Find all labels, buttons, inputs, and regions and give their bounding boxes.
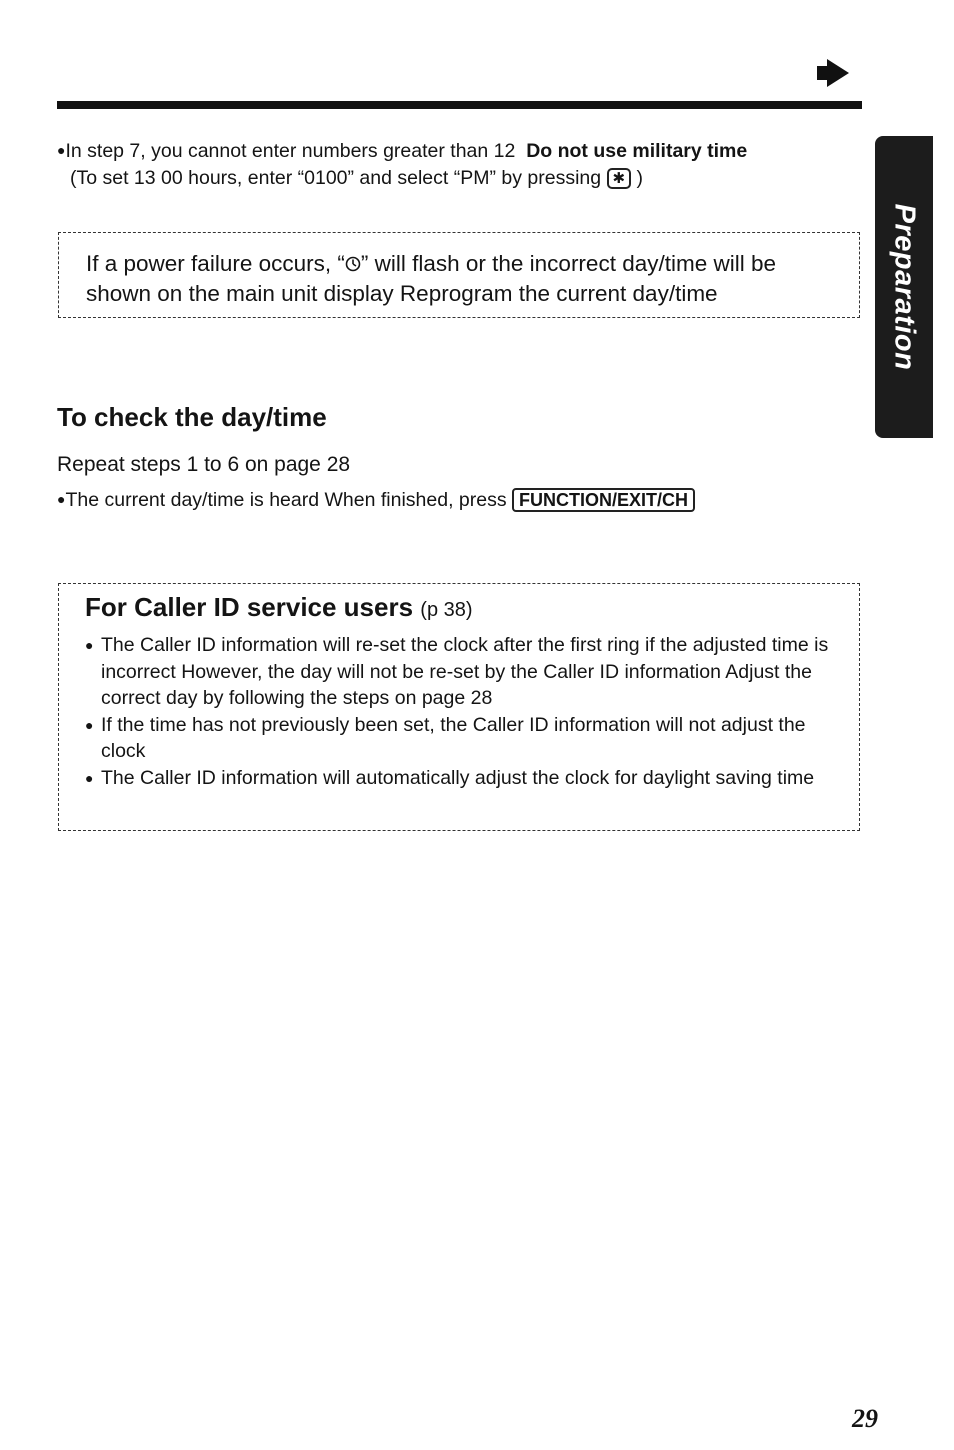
step7-note-line1 [57, 137, 857, 165]
clock-icon [345, 256, 361, 272]
bullet-icon: ● [57, 491, 66, 507]
bullet-icon: ● [85, 716, 94, 733]
step7-note-example: (To set 13 00 hours, enter “0100” and select “PM” by pressing [70, 167, 602, 189]
bullet-icon: ● [57, 142, 66, 158]
caller-id-heading-text: For Caller ID service users [85, 592, 414, 622]
top-divider-rule [57, 101, 862, 109]
check-daytime-steps: Repeat steps 1 to 6 on page 28 [57, 453, 351, 476]
list-item [85, 765, 845, 792]
check-daytime-note [57, 488, 695, 512]
section-tab [875, 136, 933, 438]
check-daytime-heading: To check the day/time [57, 402, 327, 432]
power-failure-text-end: ” will flash or the incorrect day/time will be shown on the main unit display Reprogram the current day/time [86, 251, 776, 306]
list-item [85, 712, 845, 765]
function-exit-ch-key: FUNCTION/EXIT/CH [512, 488, 695, 512]
military-time-warning: Do not use military time [526, 140, 748, 162]
caller-id-notice [58, 583, 860, 831]
power-failure-notice [58, 232, 860, 318]
list-item-text: The Caller ID information will re-set the clock after the first ring if the adjusted time is incorrect However, the day will not be re-set by the Caller ID information Adjust the correct day by following the steps on page 28 [101, 634, 829, 709]
caller-id-list [85, 632, 845, 791]
bullet-icon: ● [85, 769, 94, 786]
caller-id-heading [85, 592, 473, 623]
next-page-arrow-icon [816, 58, 850, 88]
bullet-icon: ● [85, 637, 94, 653]
list-item-text: The Caller ID information will automatically adjust the clock for daylight saving time [101, 766, 815, 789]
star-key-icon: ✱ [607, 168, 632, 189]
power-failure-text [86, 249, 846, 309]
step7-note [57, 137, 857, 192]
step7-note-close: ) [636, 167, 644, 189]
power-failure-text-start: If a power failure occurs, “ [86, 251, 345, 276]
step7-note-line2 [57, 165, 857, 192]
step7-note-text: In step 7, you cannot enter numbers greater than 12 [65, 140, 516, 162]
section-tab-label: Preparation [888, 203, 921, 371]
page-number: 29 [852, 1404, 878, 1433]
caller-id-page-ref: (p 38) [420, 599, 473, 621]
list-item-text: If the time has not previously been set, the Caller ID information will not adjust the clock [101, 713, 806, 762]
list-item [85, 632, 845, 712]
check-daytime-note-text: The current day/time is heard When finished, press [65, 489, 507, 511]
